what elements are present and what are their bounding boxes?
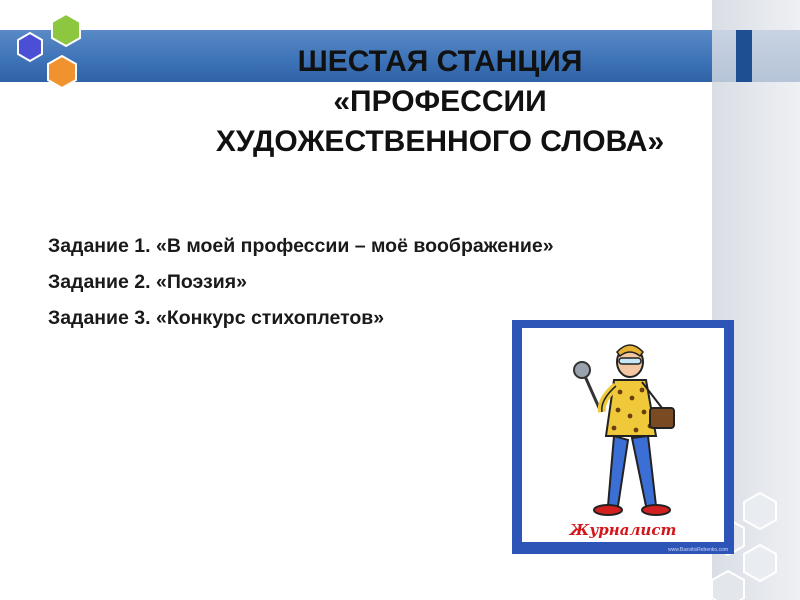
band-accent-stripe [736,30,752,82]
band-right-segment [712,30,800,82]
picture-caption: Журналист [569,521,677,539]
title-line-3: ХУДОЖЕСТВЕННОГО СЛОВА» [215,125,665,158]
picture-panel [522,328,724,542]
green-hexagon-icon [52,14,80,46]
title-line-2: «ПРОФЕССИИ [333,85,547,118]
task-item-3: Задание 3. «Конкурс стихоплетов» [48,307,385,329]
title-line-1: ШЕСТАЯ СТАНЦИЯ [297,45,583,78]
task-item-2: Задание 2. «Поэзия» [48,271,247,293]
blue-hexagon-icon [18,33,42,61]
journalist-picture-card [512,320,734,554]
journalist-illustration [522,328,724,542]
slide-title [160,42,720,162]
hexagon-logo [0,10,100,100]
orange-hexagon-icon [48,56,76,88]
picture-source-url: www.BasvitisRebenko.com [667,547,728,553]
task-item-1: Задание 1. «В моей профессии – моё воображение» [48,235,554,257]
